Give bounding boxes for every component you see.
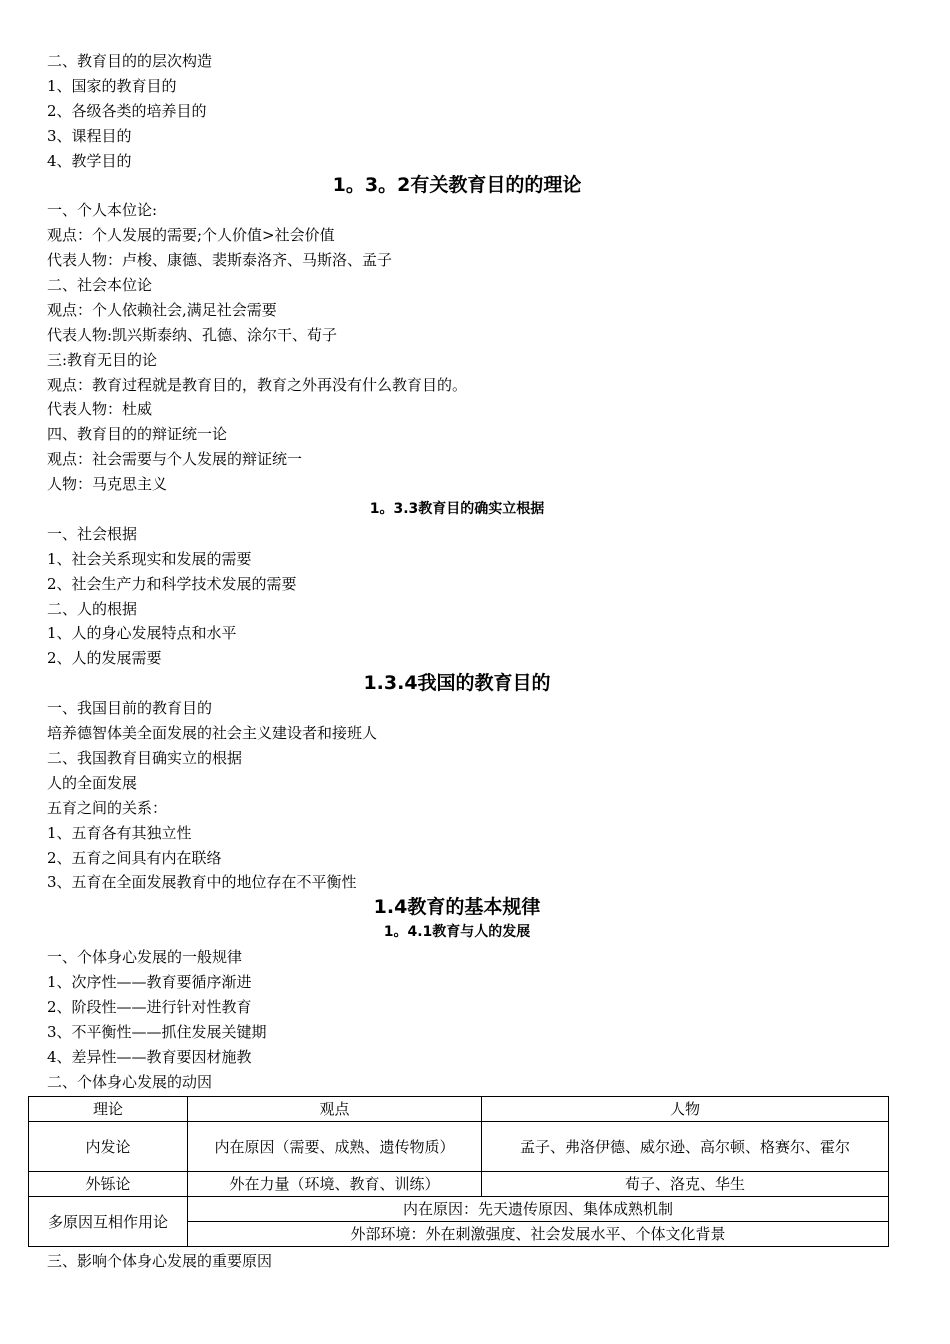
text-line: 1、次序性——教育要循序渐进 bbox=[47, 972, 252, 991]
text-line: 3、课程目的 bbox=[47, 126, 132, 145]
theory-cell: 内发论 bbox=[29, 1122, 188, 1172]
text-line: 培养德智体美全面发展的社会主义建设者和接班人 bbox=[47, 724, 378, 743]
text-line: 观点：个人依赖社会,满足社会需要 bbox=[47, 300, 277, 319]
document-body bbox=[47, 49, 907, 1094]
outer-environment-cell: 外部环境：外在刺激强度、社会发展水平、个体文化背景 bbox=[188, 1222, 889, 1247]
text-line: 2、阶段性——进行针对性教育 bbox=[47, 997, 252, 1016]
table-header-row bbox=[29, 1097, 889, 1122]
table-row bbox=[29, 1197, 889, 1222]
text-line: 观点：社会需要与个人发展的辩证统一 bbox=[47, 450, 303, 469]
text-line: 4、教学目的 bbox=[47, 151, 132, 170]
text-line: 1、社会关系现实和发展的需要 bbox=[47, 549, 252, 568]
text-line: 2、五育之间具有内在联络 bbox=[47, 848, 222, 867]
people-cell: 荀子、洛克、华生 bbox=[482, 1172, 889, 1197]
text-line: 一、社会根据 bbox=[47, 524, 138, 543]
development-motive-table bbox=[28, 1096, 889, 1247]
text-line: 3、五育在全面发展教育中的地位存在不平衡性 bbox=[47, 873, 357, 892]
inner-cause-cell: 内在原因：先天遗传原因、集体成熟机制 bbox=[188, 1197, 889, 1222]
text-line: 代表人物：卢梭、康德、裴斯泰洛齐、马斯洛、孟子 bbox=[47, 251, 393, 270]
text-line: 二、教育目的的层次构造 bbox=[47, 52, 213, 70]
text-line: 代表人物：杜威 bbox=[47, 400, 153, 419]
section-heading: 1。3.3教育目的确实立根据 bbox=[369, 501, 545, 518]
text-line: 一、个人本位论: bbox=[47, 201, 158, 220]
text-line: 三:教育无目的论 bbox=[47, 350, 158, 369]
text-line: 二、社会本位论 bbox=[47, 276, 153, 295]
header-theory: 理论 bbox=[29, 1097, 188, 1122]
view-cell: 外在力量（环境、教育、训练） bbox=[188, 1172, 482, 1197]
text-line: 二、人的根据 bbox=[47, 599, 138, 618]
text-line: 观点：教育过程就是教育目的，教育之外再没有什么教育目的。 bbox=[47, 375, 468, 394]
text-line: 人的全面发展 bbox=[47, 773, 138, 792]
text-line: 人物：马克思主义 bbox=[47, 475, 168, 494]
text-line: 1、五育各有其独立性 bbox=[47, 823, 192, 842]
text-line: 3、不平衡性——抓住发展关键期 bbox=[47, 1022, 267, 1041]
people-cell: 孟子、弗洛伊德、威尔逊、高尔顿、格赛尔、霍尔 bbox=[482, 1122, 889, 1172]
section-heading: 1.4教育的基本规律 bbox=[373, 896, 541, 919]
table-row bbox=[29, 1172, 889, 1197]
theory-cell: 外铄论 bbox=[29, 1172, 188, 1197]
section-heading: 1。4.1教育与人的发展 bbox=[383, 924, 531, 941]
after-table-heading: 三、影响个体身心发展的重要原因 bbox=[47, 1252, 273, 1270]
table-row bbox=[29, 1122, 889, 1172]
text-line: 2、社会生产力和科学技术发展的需要 bbox=[47, 574, 297, 593]
header-view: 观点 bbox=[188, 1097, 482, 1122]
text-line: 代表人物:凯兴斯泰纳、孔德、涂尔干、荀子 bbox=[47, 325, 338, 344]
text-line: 观点：个人发展的需要;个人价值>社会价值 bbox=[47, 226, 335, 245]
text-line: 2、人的发展需要 bbox=[47, 649, 162, 668]
text-line: 1、人的身心发展特点和水平 bbox=[47, 624, 237, 643]
text-line: 1、国家的教育目的 bbox=[47, 76, 177, 95]
text-line: 一、个体身心发展的一般规律 bbox=[47, 948, 243, 967]
header-people: 人物 bbox=[482, 1097, 889, 1122]
text-line: 4、差异性——教育要因材施教 bbox=[47, 1047, 252, 1066]
theory-cell: 多原因互相作用论 bbox=[29, 1197, 188, 1247]
section-heading: 1。3。2有关教育目的的理论 bbox=[332, 174, 582, 197]
text-line: 二、我国教育目确实立的根据 bbox=[47, 748, 243, 767]
text-line: 2、各级各类的培养目的 bbox=[47, 101, 207, 120]
text-line: 二、个体身心发展的动因 bbox=[47, 1072, 213, 1091]
section-heading: 1.3.4我国的教育目的 bbox=[363, 672, 551, 695]
text-line: 一、我国目前的教育目的 bbox=[47, 699, 213, 718]
text-line: 五育之间的关系： bbox=[47, 798, 168, 817]
view-cell: 内在原因（需要、成熟、遗传物质） bbox=[188, 1122, 482, 1172]
text-line: 四、教育目的的辩证统一论 bbox=[47, 425, 228, 444]
